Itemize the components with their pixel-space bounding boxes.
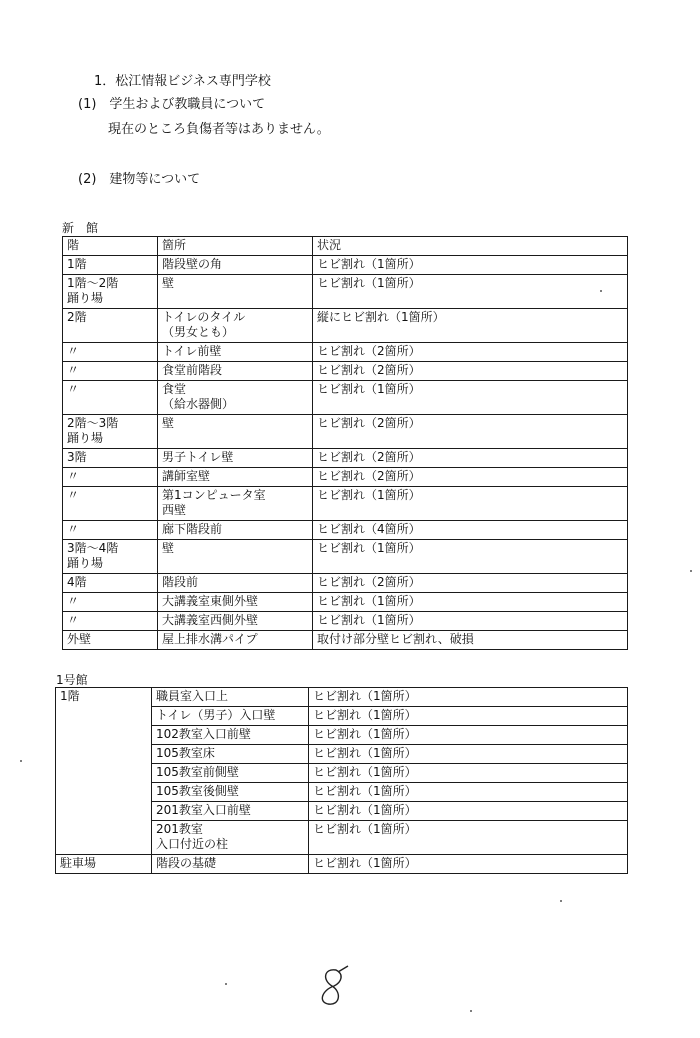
table-row xyxy=(63,449,628,468)
cell-location: 壁 xyxy=(158,540,313,574)
cell-location: 食堂 （給水器側） xyxy=(158,381,313,415)
cell-status: ヒビ割れ（1箇所） xyxy=(309,764,628,783)
subsection-staff-body: 現在のところ負傷者等はありません。 xyxy=(108,122,330,137)
cell-floor: 〃 xyxy=(63,593,158,612)
building1-caption: 1号館 xyxy=(56,673,88,687)
header-floor: 階 xyxy=(63,237,158,256)
cell-status: ヒビ割れ（2箇所） xyxy=(313,415,628,449)
cell-floor: 〃 xyxy=(63,612,158,631)
cell-status: ヒビ割れ（2箇所） xyxy=(313,343,628,362)
table-row xyxy=(56,855,628,874)
cell-status: 縦にヒビ割れ（1箇所） xyxy=(313,309,628,343)
cell-status: ヒビ割れ（1箇所） xyxy=(313,593,628,612)
cell-location: 食堂前階段 xyxy=(158,362,313,381)
table-row xyxy=(63,540,628,574)
cell-location: 屋上排水溝パイプ xyxy=(158,631,313,650)
cell-status: ヒビ割れ（1箇所） xyxy=(309,802,628,821)
cell-floor: 〃 xyxy=(63,381,158,415)
new-building-table xyxy=(62,236,628,650)
cell-status: ヒビ割れ（1箇所） xyxy=(309,821,628,855)
table-row xyxy=(63,593,628,612)
cell-location: 105教室床 xyxy=(152,745,309,764)
table-row xyxy=(63,612,628,631)
cell-location: 階段壁の角 xyxy=(158,256,313,275)
cell-location: 階段前 xyxy=(158,574,313,593)
cell-status: ヒビ割れ（1箇所） xyxy=(309,688,628,707)
table-header-row xyxy=(63,237,628,256)
cell-status: ヒビ割れ（1箇所） xyxy=(313,540,628,574)
cell-location: 職員室入口上 xyxy=(152,688,309,707)
subsection-staff-title: (1) 学生および教職員について xyxy=(78,97,266,112)
table-row xyxy=(63,381,628,415)
cell-floor: 1階 xyxy=(56,688,152,855)
cell-floor: 1階～2階 踊り場 xyxy=(63,275,158,309)
page-number-mark xyxy=(310,962,360,1012)
cell-floor: 駐車場 xyxy=(56,855,152,874)
table-row xyxy=(63,309,628,343)
cell-floor: 〃 xyxy=(63,343,158,362)
table-row xyxy=(63,362,628,381)
cell-status: ヒビ割れ（1箇所） xyxy=(309,726,628,745)
cell-status: ヒビ割れ（2箇所） xyxy=(313,574,628,593)
cell-status: ヒビ割れ（2箇所） xyxy=(313,449,628,468)
cell-location: 壁 xyxy=(158,275,313,309)
cell-location: 大講義室東側外壁 xyxy=(158,593,313,612)
new-building-caption: 新 館 xyxy=(62,221,99,235)
cell-floor: 〃 xyxy=(63,362,158,381)
cell-location: トイレのタイル （男女とも） xyxy=(158,309,313,343)
cell-location: 壁 xyxy=(158,415,313,449)
table-row xyxy=(63,487,628,521)
cell-status: ヒビ割れ（1箇所） xyxy=(309,783,628,802)
section-heading: 1．松江情報ビジネス専門学校 xyxy=(94,74,271,89)
table-row xyxy=(63,574,628,593)
cell-status: ヒビ割れ（1箇所） xyxy=(313,381,628,415)
cell-status: ヒビ割れ（1箇所） xyxy=(309,745,628,764)
cell-location: 大講義室西側外壁 xyxy=(158,612,313,631)
cell-location: 201教室入口前壁 xyxy=(152,802,309,821)
cell-location: 105教室後側壁 xyxy=(152,783,309,802)
cell-status: ヒビ割れ（1箇所） xyxy=(309,707,628,726)
cell-floor: 〃 xyxy=(63,468,158,487)
building1-table xyxy=(55,687,628,874)
cell-location: 講師室壁 xyxy=(158,468,313,487)
cell-location: トイレ（男子）入口壁 xyxy=(152,707,309,726)
cell-status: ヒビ割れ（1箇所） xyxy=(313,487,628,521)
table-row xyxy=(63,468,628,487)
table-row xyxy=(63,415,628,449)
cell-location: トイレ前壁 xyxy=(158,343,313,362)
cell-status: ヒビ割れ（4箇所） xyxy=(313,521,628,540)
table-row xyxy=(63,521,628,540)
cell-floor: 3階 xyxy=(63,449,158,468)
cell-status: ヒビ割れ（1箇所） xyxy=(313,256,628,275)
subsection-buildings-title: (2) 建物等について xyxy=(78,172,201,187)
cell-status: ヒビ割れ（1箇所） xyxy=(313,612,628,631)
cell-floor: 外壁 xyxy=(63,631,158,650)
table-row xyxy=(63,275,628,309)
cell-status: ヒビ割れ（2箇所） xyxy=(313,468,628,487)
cell-location: 第1コンピュータ室 西壁 xyxy=(158,487,313,521)
cell-status: ヒビ割れ（2箇所） xyxy=(313,362,628,381)
cell-floor: 〃 xyxy=(63,521,158,540)
cell-status: ヒビ割れ（1箇所） xyxy=(309,855,628,874)
cell-location: 105教室前側壁 xyxy=(152,764,309,783)
cell-location: 102教室入口前壁 xyxy=(152,726,309,745)
cell-location: 201教室 入口付近の柱 xyxy=(152,821,309,855)
table-row xyxy=(56,688,628,707)
cell-floor: 3階～4階 踊り場 xyxy=(63,540,158,574)
cell-location: 階段の基礎 xyxy=(152,855,309,874)
cell-location: 男子トイレ壁 xyxy=(158,449,313,468)
cell-floor: 1階 xyxy=(63,256,158,275)
cell-floor: 〃 xyxy=(63,487,158,521)
cell-floor: 2階～3階 踊り場 xyxy=(63,415,158,449)
cell-floor: 4階 xyxy=(63,574,158,593)
table-row xyxy=(63,343,628,362)
cell-location: 廊下階段前 xyxy=(158,521,313,540)
cell-floor: 2階 xyxy=(63,309,158,343)
cell-status: 取付け部分壁ヒビ割れ、破損 xyxy=(313,631,628,650)
cell-status: ヒビ割れ（1箇所） xyxy=(313,275,628,309)
table-row xyxy=(63,631,628,650)
table-row xyxy=(63,256,628,275)
header-status: 状況 xyxy=(313,237,628,256)
header-location: 箇所 xyxy=(158,237,313,256)
